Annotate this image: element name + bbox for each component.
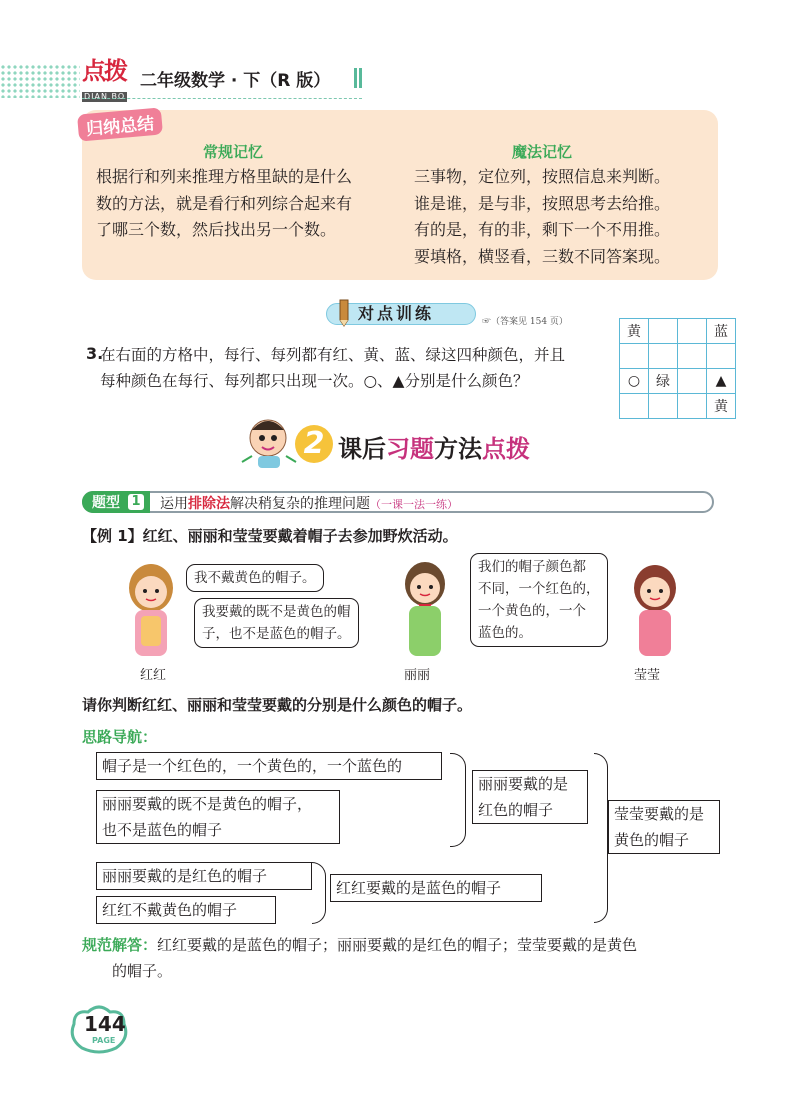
- type-description: 运用排除法解决稍复杂的推理问题（一课一法一练）: [160, 496, 458, 512]
- brand-logo: [82, 57, 134, 101]
- grid-cell: [678, 369, 707, 394]
- grid-cell: 黄: [620, 319, 649, 344]
- girl-honghong-illustration: [118, 560, 184, 660]
- page-label: PAGE: [92, 1036, 116, 1045]
- grid-cell: 黄: [707, 394, 736, 419]
- grid-cell: [707, 344, 736, 369]
- speech-bubble-honghong-2: 我要戴的既不是黄色的帽 子，也不是蓝色的帽子。: [194, 598, 359, 648]
- question-text: 在右面的方格中，每行、每列都有红、黄、蓝、绿这四种颜色，并且 每种颜色在每行、每列都只出现一次。○、▲分别是什么颜色？: [100, 346, 566, 390]
- grid-row: [620, 394, 736, 419]
- flow-box-6: 红红要戴的是蓝色的帽子: [330, 874, 542, 902]
- grid-cell: [678, 319, 707, 344]
- grid-cell: 蓝: [707, 319, 736, 344]
- flow-box-5: 红红不戴黄色的帽子: [96, 896, 276, 924]
- header-divider: [82, 98, 362, 99]
- grid-cell: [620, 394, 649, 419]
- mascot-icon: [238, 412, 300, 472]
- grid-cell: [649, 394, 678, 419]
- brace-3: [594, 753, 608, 923]
- grid-row: [620, 319, 736, 344]
- brand-logo-pinyin: DIAN BO: [84, 92, 126, 101]
- grid-cell: [620, 344, 649, 369]
- flow-box-2: 丽丽要戴的既不是黄色的帽子， 也不是蓝色的帽子: [96, 790, 340, 844]
- header-bars-icon: [354, 68, 364, 88]
- girl-lili-illustration: [392, 556, 458, 660]
- practice-banner-text: 对点训练: [358, 304, 435, 323]
- example-label: 【例 1】红红、丽丽和莹莹要戴着帽子去参加野炊活动。: [82, 527, 458, 545]
- example-question: 请你判断红红、丽丽和莹莹要戴的分别是什么颜色的帽子。: [82, 696, 473, 714]
- brace-2: [312, 862, 326, 924]
- speech-bubble-lili: 我们的帽子颜色都 不同，一个红色的， 一个黄色的，一个 蓝色的。: [470, 553, 608, 647]
- flow-box-1: 帽子是一个红色的，一个黄色的，一个蓝色的: [96, 752, 442, 780]
- grid-row: [620, 369, 736, 394]
- grid-row: [620, 344, 736, 369]
- name-yingying: 莹莹: [634, 668, 661, 683]
- brace-1: [450, 753, 466, 847]
- answer-line-1: 红红要戴的是蓝色的帽子；丽丽要戴的是红色的帽子；莹莹要戴的是黄色: [157, 936, 638, 954]
- section-title: 课后习题方法点拨: [338, 435, 530, 463]
- grid-cell: ▲: [707, 369, 736, 394]
- summary-right-text: 三事物，定位列，按照信息来判断。 谁是谁，是与非，按照思考去给推。 有的是，有的非，剩下一个不用推。 要填格，横竖看，三数不同答案现。: [414, 167, 671, 266]
- summary-left-heading: 常规记忆: [203, 143, 264, 161]
- answer-block: [82, 932, 732, 984]
- grid-cell: [678, 344, 707, 369]
- grid-cell: 绿: [649, 369, 678, 394]
- speech-bubble-honghong-1: 我不戴黄色的帽子。: [186, 564, 324, 592]
- flow-box-3: 丽丽要戴的是 红色的帽子: [472, 770, 588, 824]
- name-honghong: 红红: [140, 668, 167, 683]
- summary-right-heading: 魔法记忆: [512, 143, 573, 161]
- question-number: 3.: [86, 344, 104, 363]
- grid-cell: ○: [620, 369, 649, 394]
- thinking-label: 思路导航：: [82, 728, 158, 746]
- color-grid: [619, 318, 736, 419]
- summary-tag: 归纳总结: [77, 107, 163, 141]
- pencil-icon: [334, 298, 356, 328]
- summary-left-text: 根据行和列来推理方格里缺的是什么 数的方法，就是看行和列综合起来有 了哪三个数，然后找出另一个数。: [96, 167, 353, 239]
- answer-label: 规范解答：: [82, 936, 158, 954]
- grid-cell: [678, 394, 707, 419]
- grid-cell: [649, 344, 678, 369]
- type-tag-text: 题型: [92, 495, 120, 511]
- answer-reference: ☞（答案见 154 页）: [482, 317, 568, 327]
- flow-box-4: 丽丽要戴的是红色的帽子: [96, 862, 312, 890]
- grid-cell: [649, 319, 678, 344]
- section-number: 2: [295, 425, 333, 463]
- answer-line-2: 的帽子。: [112, 962, 173, 980]
- girl-yingying-illustration: [622, 560, 688, 660]
- type-number: 1: [128, 494, 144, 510]
- book-title: 二年级数学 · 下（R 版）: [140, 71, 331, 91]
- flow-box-7: 莹莹要戴的是 黄色的帽子: [608, 800, 720, 854]
- page-number: 144: [84, 1012, 126, 1036]
- header-dot-pattern: [0, 64, 80, 98]
- brand-logo-text: 点拨: [82, 57, 126, 85]
- name-lili: 丽丽: [404, 668, 431, 683]
